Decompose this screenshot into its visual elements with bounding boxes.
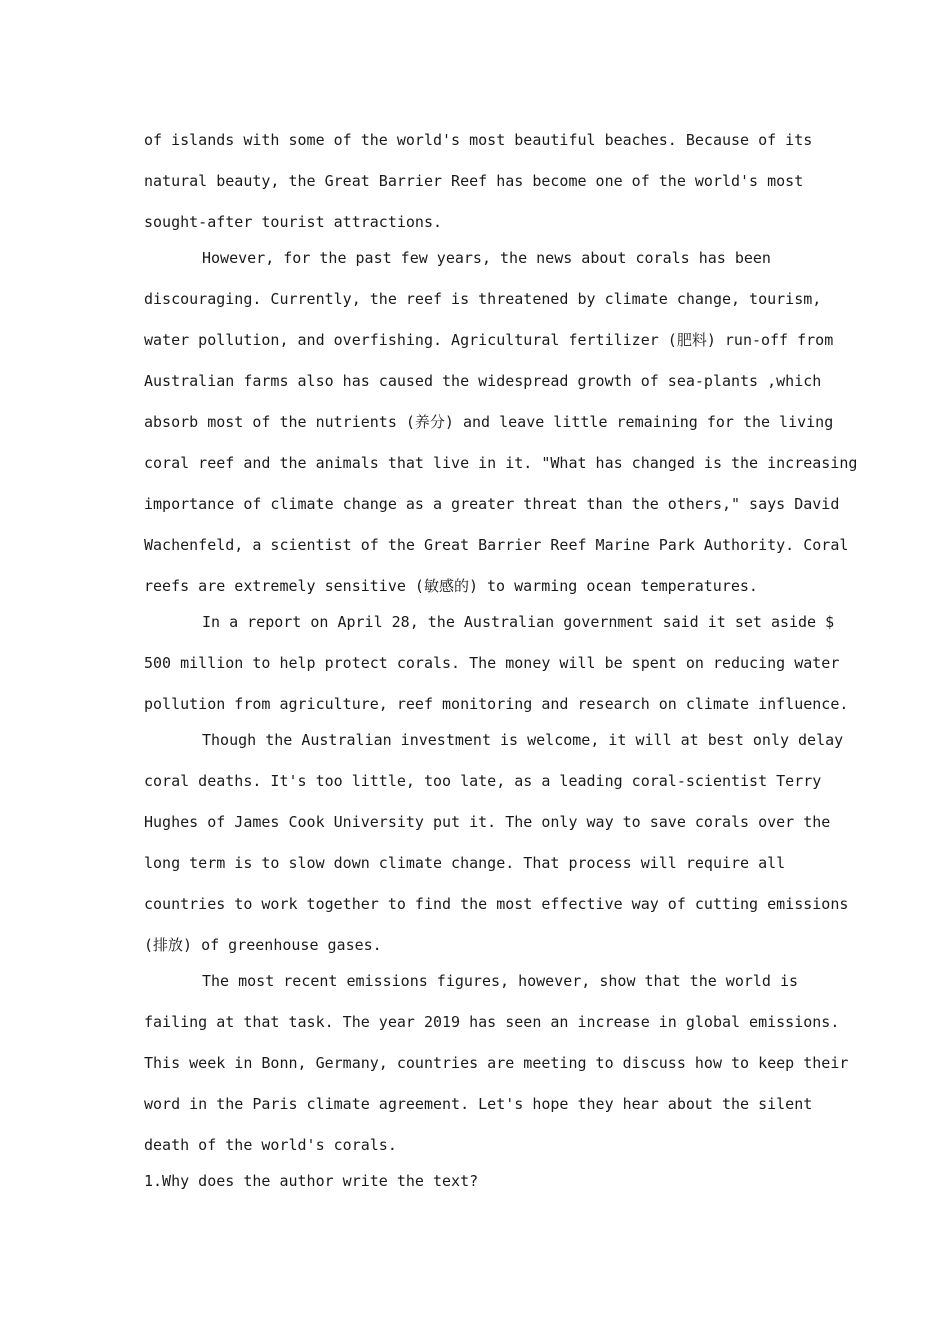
paragraph: [144, 238, 858, 607]
text-line: In a report on April 28, the Australian government said it set aside $: [202, 613, 835, 631]
text-line: of islands with some of the world's most beautiful beaches. Because of its: [144, 131, 813, 149]
question-1: 1.Why does the author write the text?: [144, 1172, 479, 1190]
text-line: coral reef and the animals that live in it. "What has changed is the increasing: [144, 454, 858, 472]
text-line: Hughes of James Cook University put it. The only way to save corals over the: [144, 813, 831, 831]
text-line: coral deaths. It's too little, too late, as a leading coral-scientist Terry: [144, 772, 822, 790]
text-line: word in the Paris climate agreement. Let's hope they hear about the silent: [144, 1095, 813, 1113]
text-line: pollution from agriculture, reef monitoring and research on climate influence.: [144, 695, 849, 713]
text-line: Though the Australian investment is welcome, it will at best only delay: [202, 731, 844, 749]
text-line: Australian farms also has caused the widespread growth of sea-plants ,which: [144, 372, 822, 390]
text-line: 500 million to help protect corals. The money will be spent on reducing water: [144, 654, 840, 672]
paragraph: [144, 120, 824, 243]
text-line: failing at that task. The year 2019 has seen an increase in global emissions.: [144, 1013, 840, 1031]
paragraph: [144, 961, 849, 1166]
text-line: This week in Bonn, Germany, countries are meeting to discuss how to keep their: [144, 1054, 849, 1072]
text-line: discouraging. Currently, the reef is threatened by climate change, tourism,: [144, 290, 822, 308]
text-line: long term is to slow down climate change. That process will require all: [144, 854, 786, 872]
text-line: death of the world's corals.: [144, 1136, 397, 1154]
text-line: importance of climate change as a greater threat than the others," says David: [144, 495, 840, 513]
text-line: However, for the past few years, the news about corals has been: [202, 249, 771, 267]
text-line: sought-after tourist attractions.: [144, 213, 443, 231]
article-body: [144, 120, 858, 1202]
text-line: reefs are extremely sensitive (敏感的) to warming ocean temperatures.: [144, 577, 758, 595]
text-line: absorb most of the nutrients (养分) and leave little remaining for the living: [144, 413, 834, 431]
text-line: The most recent emissions figures, however, show that the world is: [202, 972, 799, 990]
text-line: natural beauty, the Great Barrier Reef has become one of the world's most: [144, 172, 804, 190]
text-line: countries to work together to find the most effective way of cutting emissions: [144, 895, 849, 913]
paragraph: [144, 720, 849, 966]
paragraph: [144, 602, 849, 725]
text-line: Wachenfeld, a scientist of the Great Barrier Reef Marine Park Authority. Coral: [144, 536, 849, 554]
text-line: water pollution, and overfishing. Agricultural fertilizer (肥料) run-off from: [144, 331, 834, 349]
text-line: (排放) of greenhouse gases.: [144, 936, 382, 954]
